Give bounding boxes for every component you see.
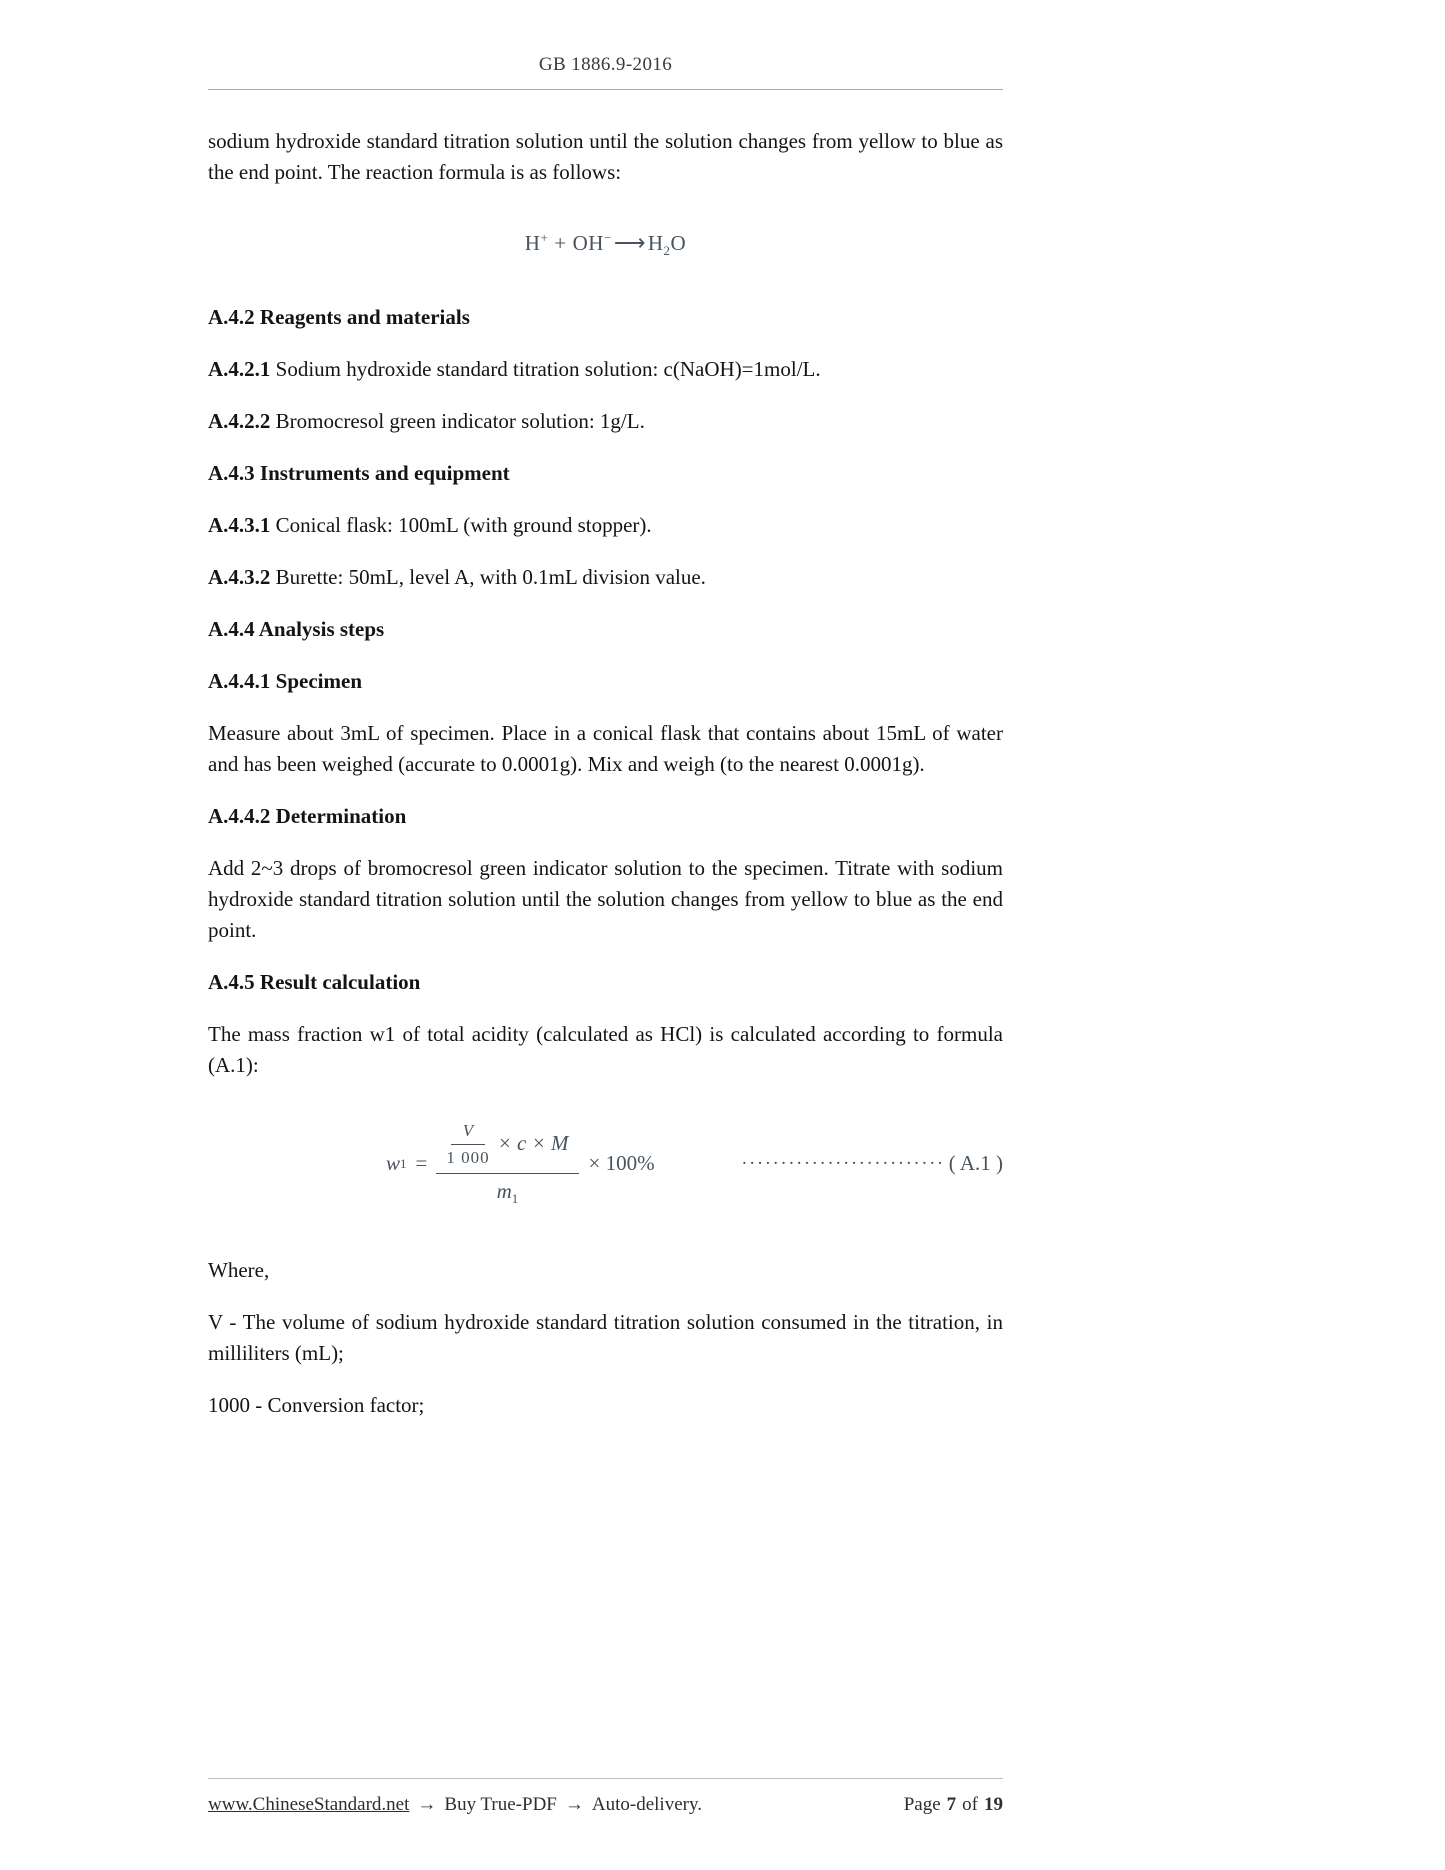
clause-a422 [208, 406, 1003, 437]
page-total: 19 [984, 1794, 1003, 1815]
clause-a431-text: Conical flask: 100mL (with ground stopper). [270, 513, 652, 538]
footer-divider [208, 1778, 1003, 1779]
formula-equals: = [415, 1151, 428, 1176]
arrow-icon: → [564, 1794, 584, 1815]
footer-link[interactable]: www.ChineseStandard.net [208, 1794, 410, 1815]
definition-v: V - The volume of sodium hydroxide standard titration solution consumed in the titration, in milliliters (mL); [208, 1309, 1003, 1365]
page-indicator [904, 1794, 1003, 1816]
formula-var-m: m [496, 1178, 512, 1203]
clause-a432-label: A.4.3.2 [208, 565, 271, 590]
heading-a43: A.4.3 Instruments and equipment [208, 461, 510, 486]
heading-a42: A.4.2 Reagents and materials [208, 305, 470, 330]
formula-a1 [208, 1121, 1003, 1207]
standard-number: GB 1886.9-2016 [538, 54, 673, 75]
paragraph-where: Where, [208, 1257, 270, 1282]
equation-sup-minus: − [603, 230, 612, 245]
formula-inner-fraction [446, 1121, 489, 1168]
clause-a431-label: A.4.3.1 [208, 513, 271, 538]
arrow-icon: → [417, 1794, 437, 1815]
clause-a431 [208, 510, 1003, 541]
equation-sup-plus: + [540, 230, 549, 245]
formula-dotted-leader: ·························· [741, 1152, 945, 1174]
footer-row [208, 1794, 1003, 1816]
equation-plus-operator: + [554, 231, 567, 255]
equation-sub-2: 2 [663, 243, 671, 259]
heading-a441: A.4.4.1 Specimen [208, 669, 362, 694]
clause-a421 [208, 354, 1003, 385]
paragraph-result-calculation: The mass fraction w1 of total acidity (calculated as HCl) is calculated according to formula (A.1): [208, 1022, 1003, 1078]
formula-denominator [497, 1174, 519, 1207]
clause-a422-text: Bromocresol green indicator solution: 1g/L. [270, 409, 645, 434]
page-header [208, 0, 1003, 90]
equation-token-h2o-o: O [670, 231, 687, 255]
page-label: Page [903, 1794, 941, 1815]
clause-a421-text: Sodium hydroxide standard titration solution: c(NaOH)=1mol/L. [270, 357, 821, 382]
paragraph-intro: sodium hydroxide standard titration solution until the solution changes from yellow to blue as the end point. The reaction formula is as follows: [208, 129, 1003, 184]
formula-main-fraction [436, 1121, 578, 1207]
chemical-equation [208, 222, 1003, 266]
heading-a44: A.4.4 Analysis steps [208, 617, 385, 642]
paragraph-specimen: Measure about 3mL of specimen. Place in a conical flask that contains about 15mL of water and has been weighed (accurate to 0.0001g). Mix and weigh (to the nearest 0.0001g). [208, 721, 1003, 777]
clause-a422-label: A.4.2.2 [208, 409, 271, 434]
equation-token-h: H [524, 231, 541, 255]
page-number: 7 [946, 1794, 957, 1815]
document-body [208, 90, 1003, 1421]
reaction-arrow-icon: ⟶ [613, 230, 646, 255]
formula-sub-m1: 1 [511, 1191, 519, 1207]
formula-expression [386, 1121, 655, 1207]
page-of-label: of [962, 1794, 978, 1815]
formula-number-label: ( A.1 ) [948, 1151, 1003, 1176]
formula-var-w: w [386, 1151, 401, 1176]
formula-numerator-rest: × c × M [497, 1130, 569, 1155]
heading-a442: A.4.4.2 Determination [208, 804, 407, 829]
formula-tail [741, 1151, 1003, 1176]
paragraph-determination: Add 2~3 drops of bromocresol green indicator solution to the specimen. Titrate with sodium hydroxide standard titration solution until the solution changes from yellow to blue as the end point. [208, 856, 1003, 943]
equation-token-oh: OH [572, 231, 604, 255]
footer-left [208, 1794, 702, 1816]
equation-token-h2o-h: H [647, 231, 664, 255]
formula-sub-w1: 1 [400, 1156, 407, 1172]
clause-a421-label: A.4.2.1 [208, 357, 271, 382]
formula-times-100: × 100% [588, 1151, 655, 1176]
definition-1000: 1000 - Conversion factor; [208, 1392, 425, 1417]
clause-a432-text: Burette: 50mL, level A, with 0.1mL division value. [270, 565, 706, 590]
clause-a432 [208, 562, 1003, 593]
formula-var-v: V [451, 1121, 485, 1144]
formula-thousand: 1 000 [446, 1147, 490, 1167]
footer-delivery-label: Auto-delivery. [591, 1794, 702, 1815]
page-footer [208, 1778, 1003, 1816]
heading-a45: A.4.5 Result calculation [208, 970, 421, 995]
formula-numerator [436, 1121, 578, 1174]
footer-buy-label: Buy True-PDF [444, 1794, 557, 1815]
